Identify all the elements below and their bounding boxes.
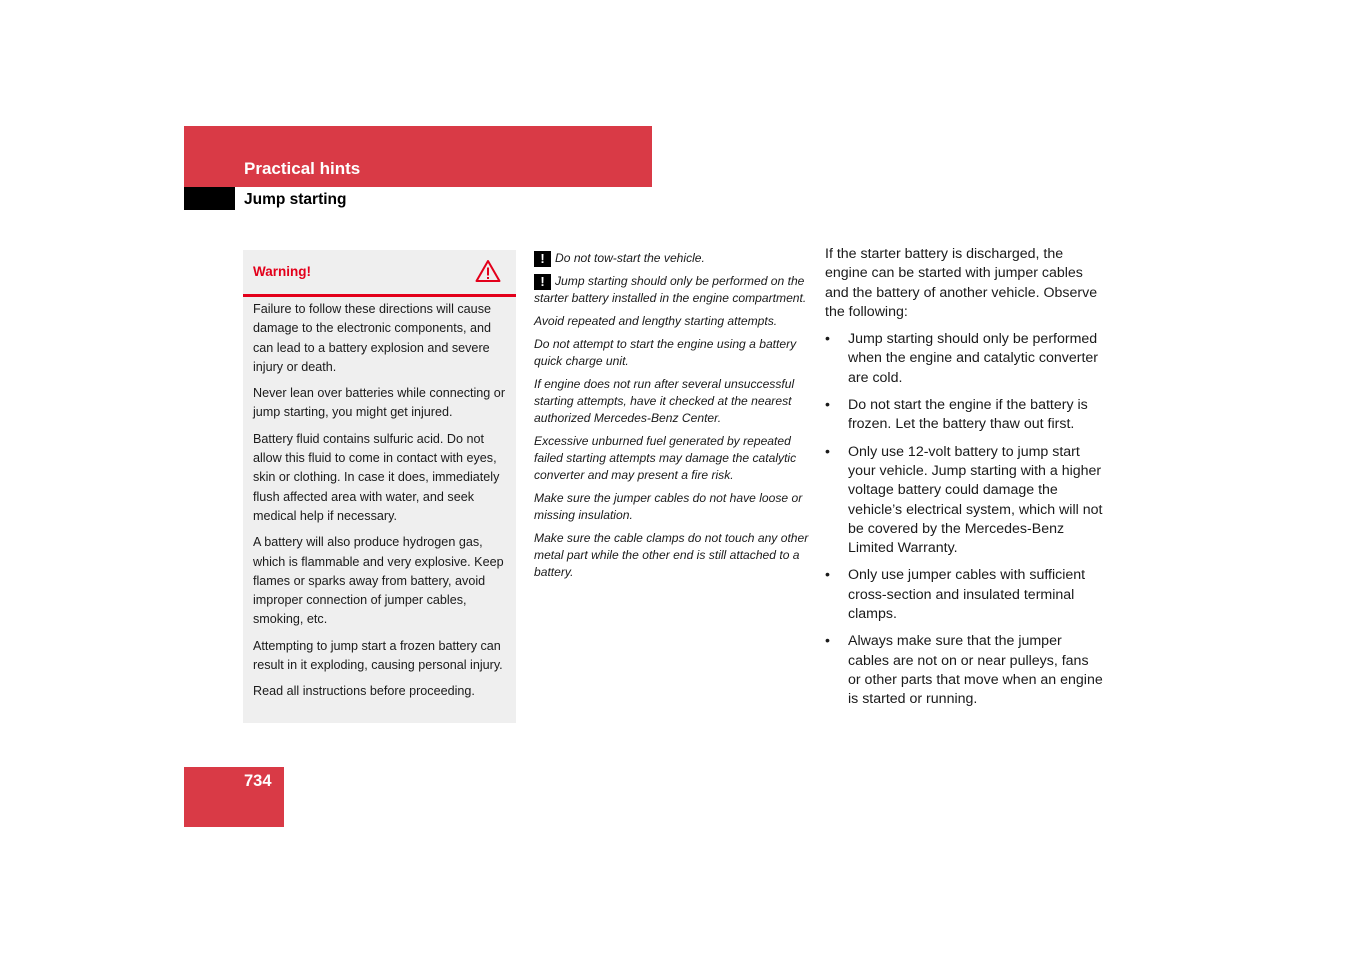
note-item: Make sure the cable clamps do not touch any other metal part while the other end is still attached to a battery. bbox=[534, 531, 809, 579]
bullet-icon: • bbox=[825, 331, 830, 348]
list-item bbox=[825, 632, 1103, 709]
warning-paragraph: A battery will also produce hydrogen gas, which is flammable and very explosive. Keep flames or sparks away from battery, avoid improper connection of jumper cables, smoking, etc. bbox=[253, 535, 504, 627]
exclamation-icon: ! bbox=[534, 274, 551, 290]
list-item bbox=[825, 396, 1103, 435]
bullet-icon: • bbox=[825, 633, 830, 650]
warning-triangle-icon bbox=[475, 259, 501, 283]
warning-label: Warning! bbox=[253, 264, 311, 279]
bullet-icon: • bbox=[825, 397, 830, 414]
list-item bbox=[825, 566, 1103, 624]
list-item-text: Do not start the engine if the battery is frozen. Let the battery thaw out first. bbox=[848, 397, 1088, 433]
warning-header bbox=[243, 250, 516, 297]
main-column bbox=[825, 245, 1103, 718]
note-item: Make sure the jumper cables do not have loose or missing insulation. bbox=[534, 491, 803, 522]
notice-item bbox=[534, 250, 810, 267]
bullet-icon: • bbox=[825, 567, 830, 584]
notes-column bbox=[534, 250, 810, 587]
note-item: Do not attempt to start the engine using a battery quick charge unit. bbox=[534, 337, 797, 368]
section-marker bbox=[184, 187, 235, 210]
bullet-list bbox=[825, 330, 1103, 709]
list-item-text: Only use 12-volt battery to jump start your vehicle. Jump starting with a higher voltage battery could damage the vehicle’s electrical system, which will not be covered by the Mercedes-Benz Limited Warranty. bbox=[848, 443, 1103, 557]
warning-paragraph: Attempting to jump start a frozen battery can result in it exploding, causing personal injury. bbox=[253, 638, 503, 673]
bullet-icon: • bbox=[825, 443, 830, 460]
list-item-text: Only use jumper cables with sufficient cross-section and insulated terminal clamps. bbox=[848, 567, 1086, 623]
warning-paragraph: Failure to follow these directions will cause damage to the electronic components, and can lead to a battery explosion and severe injury or death. bbox=[253, 302, 492, 374]
notice-item bbox=[534, 273, 810, 307]
warning-body bbox=[253, 300, 509, 709]
notice-text: Jump starting should only be performed on the starter battery installed in the engine compartment. bbox=[534, 274, 807, 305]
page-number: 734 bbox=[244, 772, 272, 790]
note-item: Avoid repeated and lengthy starting attempts. bbox=[534, 314, 778, 328]
intro-paragraph: If the starter battery is discharged, the engine can be started with jumper cables and the battery of another vehicle. Observe the following: bbox=[825, 246, 1098, 320]
warning-paragraph: Read all instructions before proceeding. bbox=[253, 684, 475, 699]
warning-box bbox=[243, 250, 516, 723]
section-title: Practical hints bbox=[244, 159, 361, 178]
list-item-text: Always make sure that the jumper cables are not on or near pulleys, fans or other parts that move when an engine is started or running. bbox=[848, 633, 1103, 708]
warning-paragraph: Battery fluid contains sulfuric acid. Do not allow this fluid to come in contact with eyes, skin or clothing. In case it does, immediately flush affected area with water, and seek medical help if necessary. bbox=[253, 431, 500, 523]
exclamation-icon: ! bbox=[534, 251, 551, 267]
page-subtitle: Jump starting bbox=[244, 191, 347, 208]
list-item bbox=[825, 330, 1103, 388]
list-item bbox=[825, 443, 1103, 559]
warning-paragraph: Never lean over batteries while connecting or jump starting, you might get injured. bbox=[253, 386, 506, 420]
notice-text: Do not tow-start the vehicle. bbox=[555, 251, 705, 265]
note-item: If engine does not run after several unsuccessful starting attempts, have it checked at the nearest authorized Mercedes-Benz Center. bbox=[534, 377, 795, 425]
list-item-text: Jump starting should only be performed when the engine and catalytic converter are cold. bbox=[848, 331, 1099, 386]
note-item: Excessive unburned fuel generated by repeated failed starting attempts may damage the catalytic converter and may present a fire risk. bbox=[534, 434, 797, 482]
